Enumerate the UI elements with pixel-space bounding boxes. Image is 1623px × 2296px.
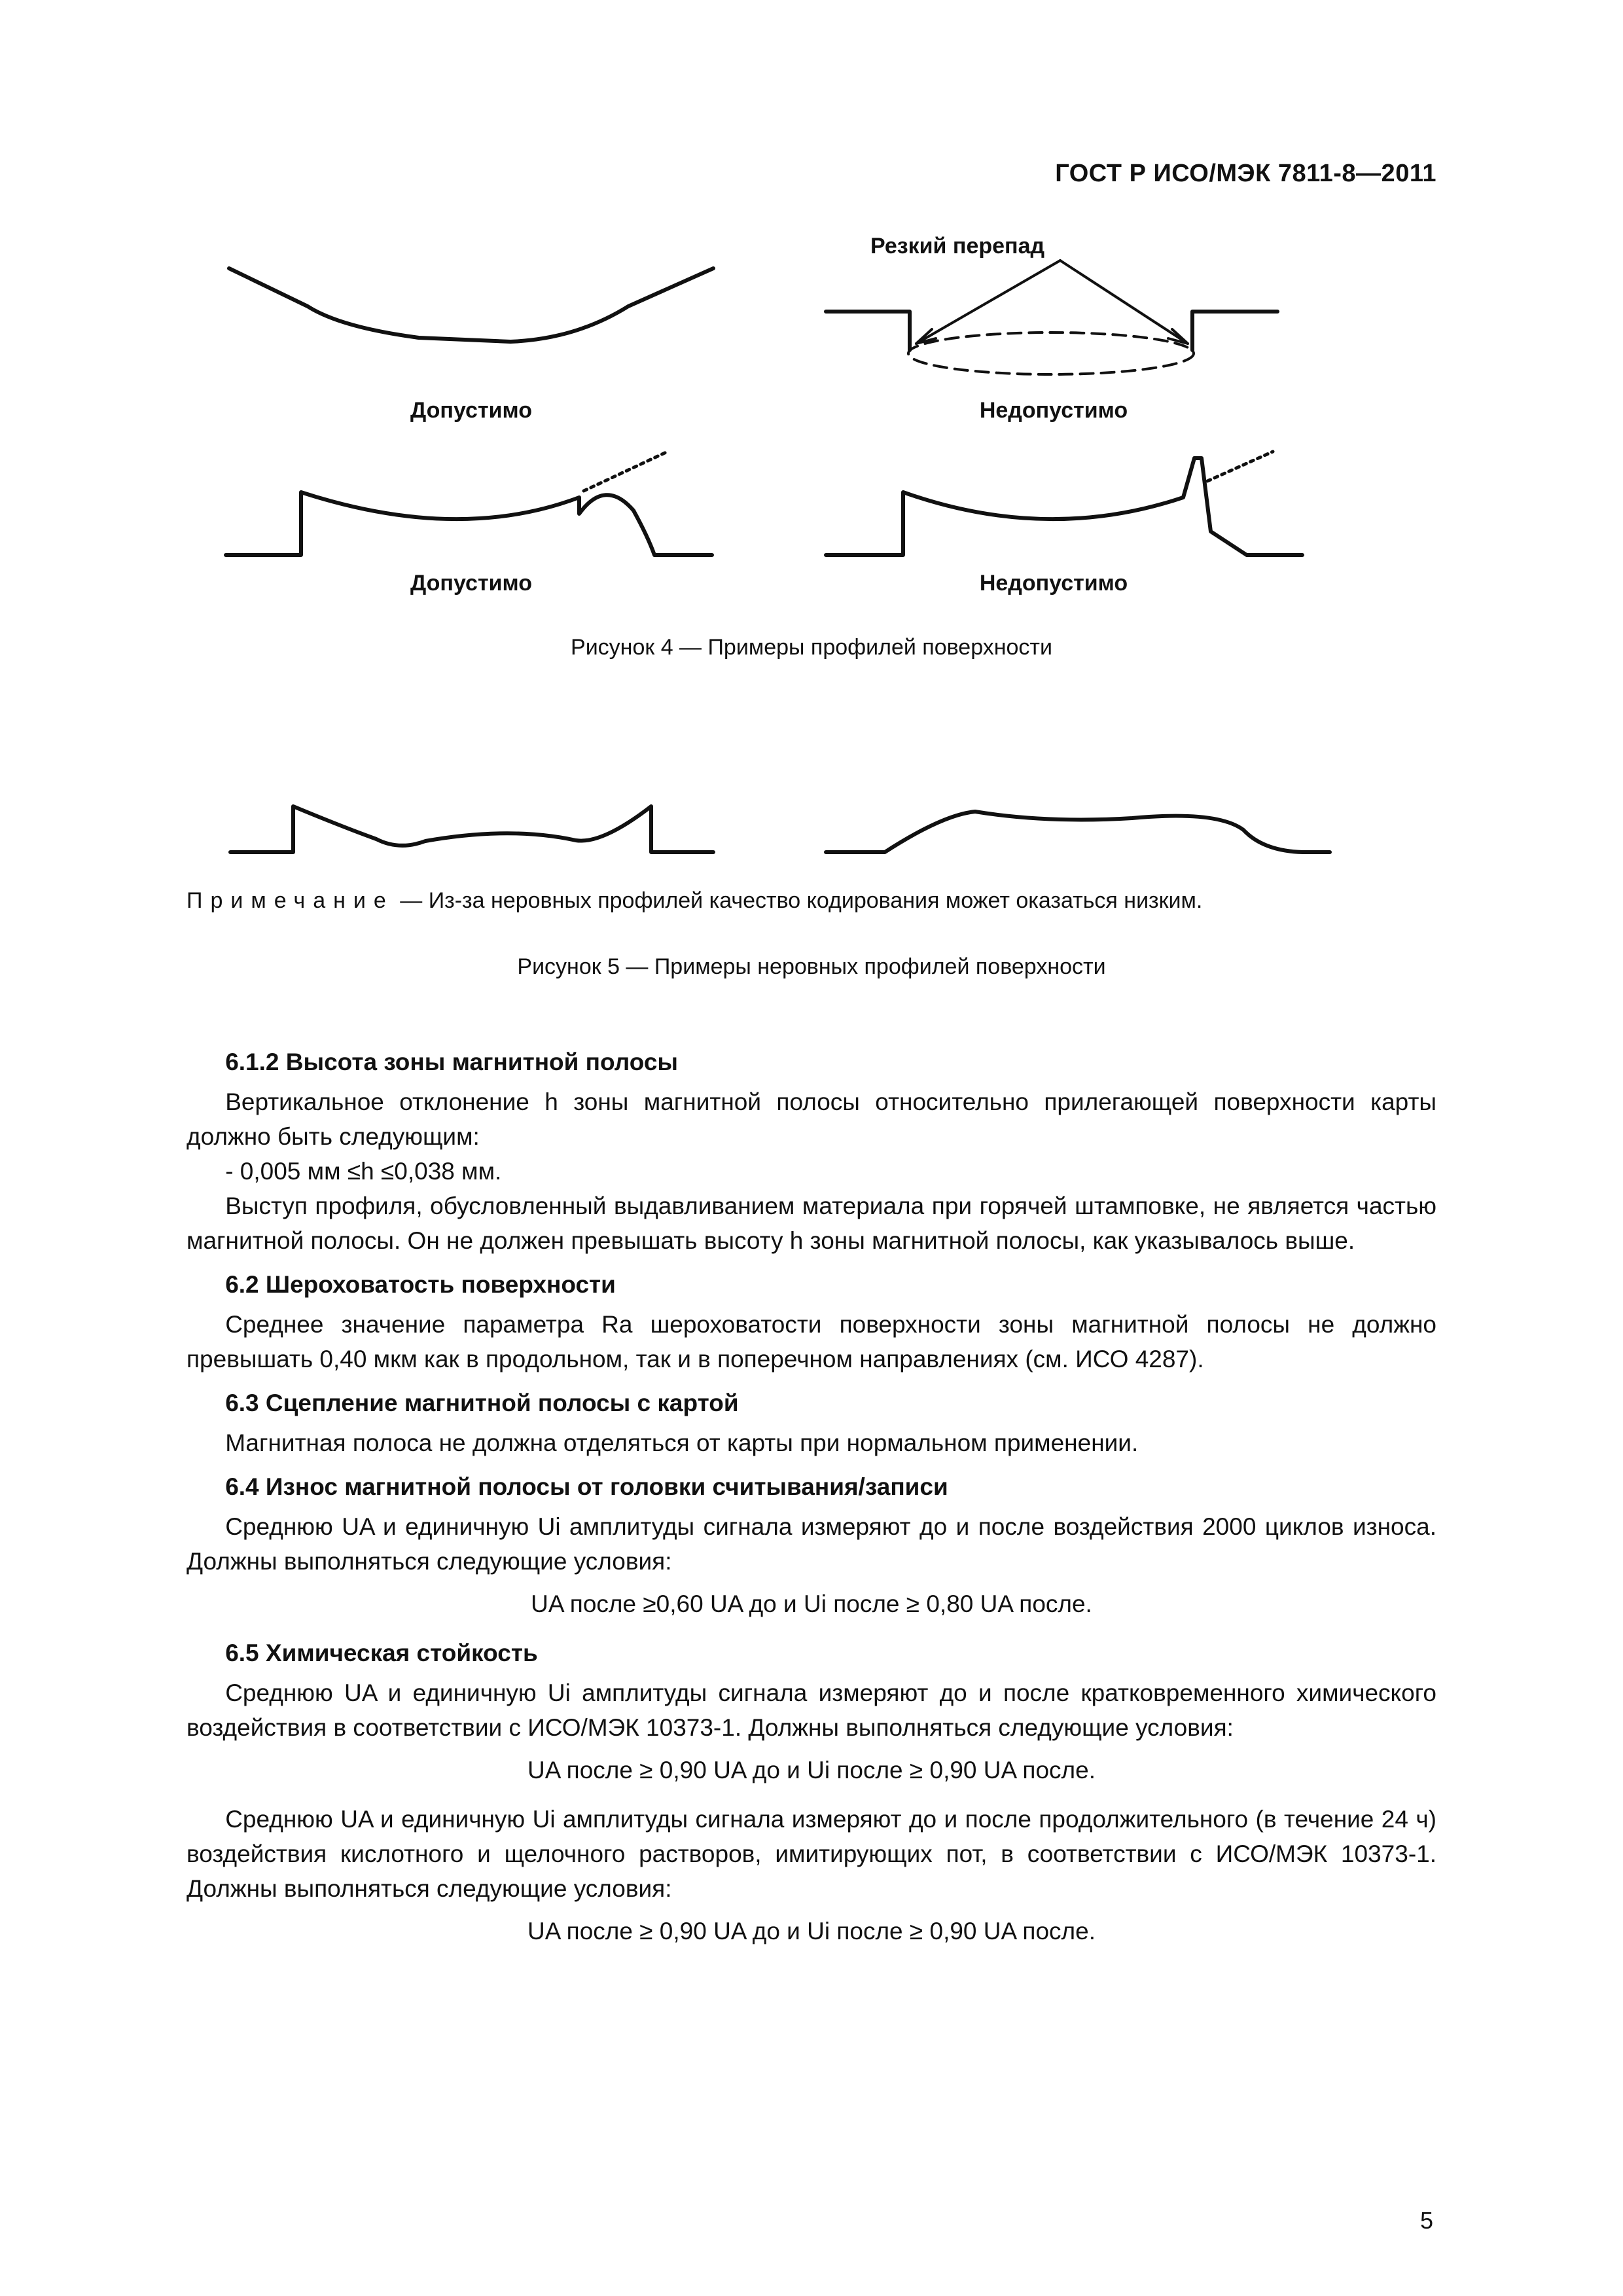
note-prefix: Примечание: [187, 888, 394, 913]
para-6-5-2: Среднюю UA и единичную Ui амплитуды сигнала измеряют до и после продолжительного (в течение 24 ч) воздействия кислотного и щелочного растворов, имитирующих пот, в соответствии с ИСО/МЭК 10373-1. Должны выполняться следующие условия:: [187, 1806, 1436, 1902]
formula-6-5-2: UA после ≥ 0,90 UA до и Ui после ≥ 0,90 UA после.: [527, 1918, 1096, 1945]
para-6-4-1: Среднюю UA и единичную Ui амплитуды сигнала измеряют до и после воздействия 2000 циклов износа. Должны выполняться следующие условия:: [187, 1513, 1436, 1575]
para-6-1-2-1: Вертикальное отклонение h зоны магнитной полосы относительно прилегающей поверхности карты должно быть следующим:: [187, 1088, 1436, 1150]
figure-5-drawing: [0, 720, 1623, 982]
profile-unacceptable-dashed-dish: [908, 332, 1194, 374]
heading-6-3: 6.3 Сцепление магнитной полосы с картой: [225, 1390, 739, 1416]
label-top-right: Недопустимо: [979, 398, 1128, 423]
note-text: — Из-за неровных профилей качество кодирования может оказаться низким.: [393, 888, 1203, 913]
profile-unacceptable-raised: [826, 458, 1302, 555]
annotation-arrow-right: [1060, 260, 1188, 344]
profile-uneven-bulge: [826, 812, 1330, 852]
profile-unacceptable-step: [826, 312, 1277, 350]
figure-5-note: [187, 888, 1202, 914]
profile-uneven-edges: [230, 806, 713, 852]
annotation-sharp-step: Резкий перепад: [870, 234, 1045, 259]
label-bottom-left: Допустимо: [410, 571, 532, 596]
heading-6-1-2: 6.1.2 Высота зоны магнитной полосы: [225, 1049, 679, 1075]
page-number: 5: [1419, 2207, 1433, 2234]
label-bottom-right: Недопустимо: [979, 571, 1128, 596]
heading-6-5: 6.5 Химическая стойкость: [225, 1640, 538, 1666]
formula-6-4: UA после ≥0,60 UA до и Ui после ≥ 0,80 UA после.: [531, 1590, 1092, 1617]
para-6-3-1: Магнитная полоса не должна отделяться от карты при нормальном применении.: [225, 1429, 1139, 1456]
body-text: [187, 1045, 1436, 1963]
acceptable-dotted-guide: [584, 452, 668, 491]
label-top-left: Допустимо: [410, 398, 532, 423]
formula-6-5-1: UA после ≥ 0,90 UA до и Ui после ≥ 0,90 UA после.: [527, 1757, 1096, 1784]
unacceptable-dotted-guide: [1207, 452, 1273, 481]
figure-4-caption: Рисунок 4 — Примеры профилей поверхности: [571, 635, 1052, 660]
document-header: ГОСТ Р ИСО/МЭК 7811-8—2011: [1055, 160, 1436, 187]
figure-4-drawing: [0, 0, 1623, 615]
annotation-arrow-left: [916, 260, 1060, 344]
para-6-5-1: Среднюю UA и единичную Ui амплитуды сигнала измеряют до и после кратковременного химического воздействия в соответствии с ИСО/МЭК 10373-1. Должны выполняться следующие условия:: [187, 1679, 1436, 1741]
para-6-1-2-2: Выступ профиля, обусловленный выдавливанием материала при горячей штамповке, не является частью магнитной полосы. Он не должен превышать высоту h зоны магнитной полосы, как указывалось выше.: [187, 1193, 1436, 1254]
figure-5-caption: Рисунок 5 — Примеры неровных профилей поверхности: [517, 954, 1106, 979]
list-item-height-range: - 0,005 мм ≤h ≤0,038 мм.: [225, 1158, 502, 1185]
profile-acceptable-concave: [229, 268, 713, 342]
profile-acceptable-raised: [226, 492, 712, 555]
para-6-2-1: Среднее значение параметра Ra шероховатости поверхности зоны магнитной полосы не должно превышать 0,40 мкм как в продольном, так и в поперечном направлениях (см. ИСО 4287).: [187, 1311, 1436, 1372]
heading-6-2: 6.2 Шероховатость поверхности: [225, 1271, 616, 1298]
heading-6-4: 6.4 Износ магнитной полосы от головки считывания/записи: [225, 1473, 948, 1500]
